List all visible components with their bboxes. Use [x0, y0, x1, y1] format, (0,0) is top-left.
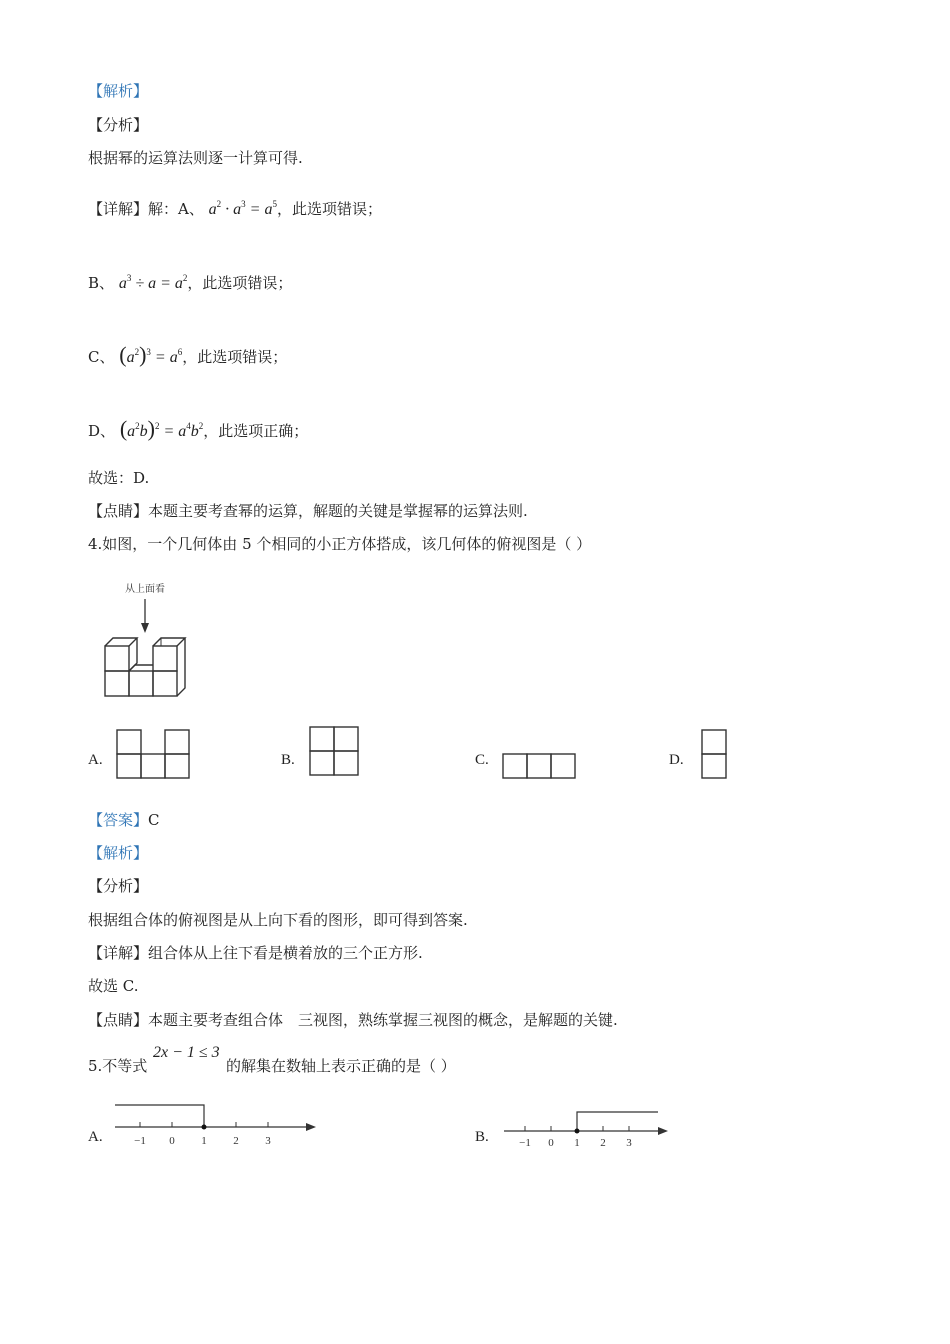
fenxi-text: 根据幂的运算法则逐一计算可得.	[88, 149, 303, 167]
view-label: 从上面看	[125, 584, 165, 595]
xiangjie-tag-2: 【详解】	[88, 944, 149, 962]
fenxi-heading-2: 【分析】	[88, 877, 149, 895]
question-5-inequality: 2x − 1 ≤ 3	[153, 1044, 220, 1061]
line-b	[88, 268, 292, 294]
xiangjie-tag: 【详解】	[88, 200, 149, 218]
daan-value: C	[148, 811, 160, 829]
fenxi-heading: 【分析】	[88, 116, 149, 134]
fenxi-text-2: 根据组合体的俯视图是从上向下看的图形，即可得到答案.	[88, 911, 468, 929]
option-5b-label: B.	[475, 1129, 489, 1145]
tick-a-4: 3	[265, 1135, 271, 1147]
dianjing-tag-2: 【点睛】	[88, 1011, 149, 1029]
option-c-label: C.	[475, 752, 489, 768]
dianjing-tag: 【点睛】	[88, 502, 149, 520]
xiangjie-line-a	[88, 194, 382, 220]
tick-a-2: 1	[201, 1135, 207, 1147]
dianjing-line	[88, 501, 528, 521]
dianjing-line-2	[88, 1010, 618, 1030]
guxuan-text-2: 故选 C.	[88, 977, 139, 995]
dianjing-text-2: 本题主要考查组合体 三视图，熟练掌握三视图的概念，是解题的关键.	[148, 1011, 618, 1029]
label-d: D、	[88, 422, 116, 440]
tick-a-1: 0	[169, 1135, 175, 1147]
formula-a: $a^2 \cdot a^3 = a^5$	[208, 199, 277, 218]
question-5-suffix: 的解集在数轴上表示正确的是（ ）	[226, 1057, 456, 1075]
xiangjie-line-2	[88, 943, 423, 963]
option-b-label: B.	[281, 752, 295, 768]
tick-a-3: 2	[233, 1135, 239, 1147]
tick-b-4: 3	[626, 1137, 632, 1149]
formula-b: $a^3 \div a = a^2$	[118, 273, 188, 292]
cube-figure	[95, 575, 215, 705]
xiangjie-text-2: 组合体从上往下看是横着放的三个正方形.	[148, 944, 423, 962]
comment-b: ，此选项错误；	[187, 274, 293, 292]
xiangjie-text: 解：A、	[148, 200, 204, 218]
label-c: C、	[88, 348, 115, 366]
jiexi-heading-2: 【解析】	[88, 844, 149, 862]
formula-c: $(a^2)^3 = a^6$	[119, 342, 183, 367]
line-c	[88, 342, 287, 368]
dianjing-text: 本题主要考查幂的运算，解题的关键是掌握幂的运算法则.	[148, 502, 528, 520]
tick-a-0: −1	[134, 1135, 146, 1147]
comment-a: ，此选项错误；	[276, 200, 382, 218]
number-line-b	[500, 1106, 680, 1156]
formula-d: $(a^2b)^2 = a^4b^2$	[119, 416, 204, 441]
option-d-figure	[701, 729, 731, 785]
option-a-figure	[116, 729, 196, 785]
jiexi-heading: 【解析】	[88, 82, 149, 100]
option-d-label: D.	[669, 752, 684, 768]
guxuan-text: 故选：D.	[88, 469, 150, 487]
option-c-figure	[502, 753, 582, 783]
comment-d: ，此选项正确；	[203, 422, 309, 440]
question-4: 4.如图，一个几何体由 5 个相同的小正方体搭成，该几何体的俯视图是（ ）	[88, 535, 592, 553]
comment-c: ，此选项错误；	[182, 348, 288, 366]
question-5-prefix: 5.不等式	[88, 1057, 148, 1075]
daan-tag: 【答案】	[88, 811, 149, 829]
tick-b-2: 1	[574, 1137, 580, 1149]
label-b: B、	[88, 274, 115, 292]
option-5a-label: A.	[88, 1129, 103, 1145]
option-a-label: A.	[88, 752, 103, 768]
number-line-a	[110, 1102, 330, 1152]
daan-line	[88, 810, 160, 830]
line-d	[88, 416, 308, 442]
tick-b-0: −1	[519, 1137, 531, 1149]
option-b-figure	[309, 726, 365, 782]
tick-b-3: 2	[600, 1137, 606, 1149]
tick-b-1: 0	[548, 1137, 554, 1149]
